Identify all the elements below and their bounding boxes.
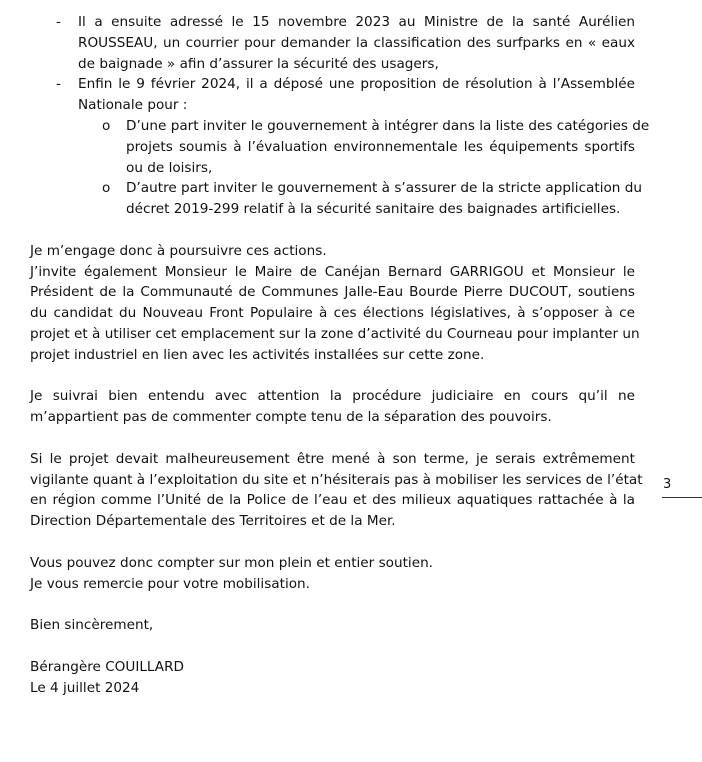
text-line: Je vous remercie pour votre mobilisation. [30,575,310,592]
text-line: J’invite également Monsieur le Maire de Canéjan Bernard GARRIGOU et Monsieur le [30,263,635,280]
text-line: Je m’engage donc à poursuivre ces actions. [30,242,327,259]
sub-bullet-item-environment [30,116,650,178]
text-line: D’autre part inviter le gouvernement à s’assurer de la stricte application du [126,180,642,197]
paragraph-gap [30,636,635,657]
text-line: décret 2019-299 relatif à la sécurité sanitaire des baignades artificielles. [126,201,621,218]
bullet-item-minister-letter [30,12,635,74]
text-line: projets soumis à l’évaluation environnementale les équipements sportifs [126,138,635,155]
paragraph-engagement [30,241,640,366]
page-number: 3 [663,477,672,492]
text-line: Nationale pour : [78,97,188,114]
signature-name: Bérangère COUILLARD [30,658,185,675]
text-line: du candidat du Nouveau Front Populaire à ces élections législatives, à s’opposer à ce [30,305,635,322]
text-line: projet industriel en lien avec les activités installées sur cette zone. [30,346,485,363]
text-line: Si le projet devait malheureusement être mené à son terme, je serais extrêmement [30,450,635,467]
text-line: ou de loisirs, [126,159,213,176]
paragraph-gap [30,594,635,615]
letter-body [30,12,650,698]
circle-marker: o [102,180,111,197]
paragraph-gap [30,366,635,387]
paragraph-gap [30,220,635,241]
dash-marker: - [56,76,61,93]
text-line: en région comme l’Unité de la Police de l’eau et des milieux aquatiques rattachée à la [30,492,635,509]
text-line: Enfin le 9 février 2024, il a déposé une proposition de résolution à l’Assemblée [78,76,635,93]
page-number-rule [662,497,702,498]
bullet-item-resolution [30,74,635,116]
paragraph-procedure [30,386,635,428]
signature-date: Le 4 juillet 2024 [30,679,140,696]
paragraph-gap [30,532,635,553]
text-line: D’une part inviter le gouvernement à intégrer dans la liste des catégories de [126,117,650,134]
text-line: Vous pouvez donc compter sur mon plein et entier soutien. [30,554,434,571]
text-line: ROUSSEAU, un courrier pour demander la classification des surfparks en « eaux [78,34,635,51]
text-line: Président de la Communauté de Communes Jalle-Eau Bourde Pierre DUCOUT, soutiens [30,284,635,301]
circle-marker: o [102,117,111,134]
closing-salutation: Bien sincèrement, [30,617,154,634]
sub-bullet-item-decree [30,178,642,220]
paragraph-support [30,553,635,595]
text-line: Il a ensuite adressé le 15 novembre 2023 au Ministre de la santé Aurélien [78,14,635,30]
text-line: vigilante quant à l’exploitation du site et n’hésiterais pas à mobiliser les services de l’état [30,471,643,488]
paragraph-vigilance [30,449,643,532]
text-line: Direction Départementale des Territoires et de la Mer. [30,513,396,530]
text-line: m’appartient pas de commenter compte tenu de la séparation des pouvoirs. [30,409,552,426]
text-line: Je suivrai bien entendu avec attention la procédure judiciaire en cours qu’il ne [30,388,635,405]
paragraph-gap [30,428,635,449]
dash-marker: - [56,14,61,30]
text-line: de baignade » afin d’assurer la sécurité des usagers, [78,55,439,72]
text-line: projet et à utiliser cet emplacement sur la zone d’activité du Courneau pour implanter un [30,325,640,342]
